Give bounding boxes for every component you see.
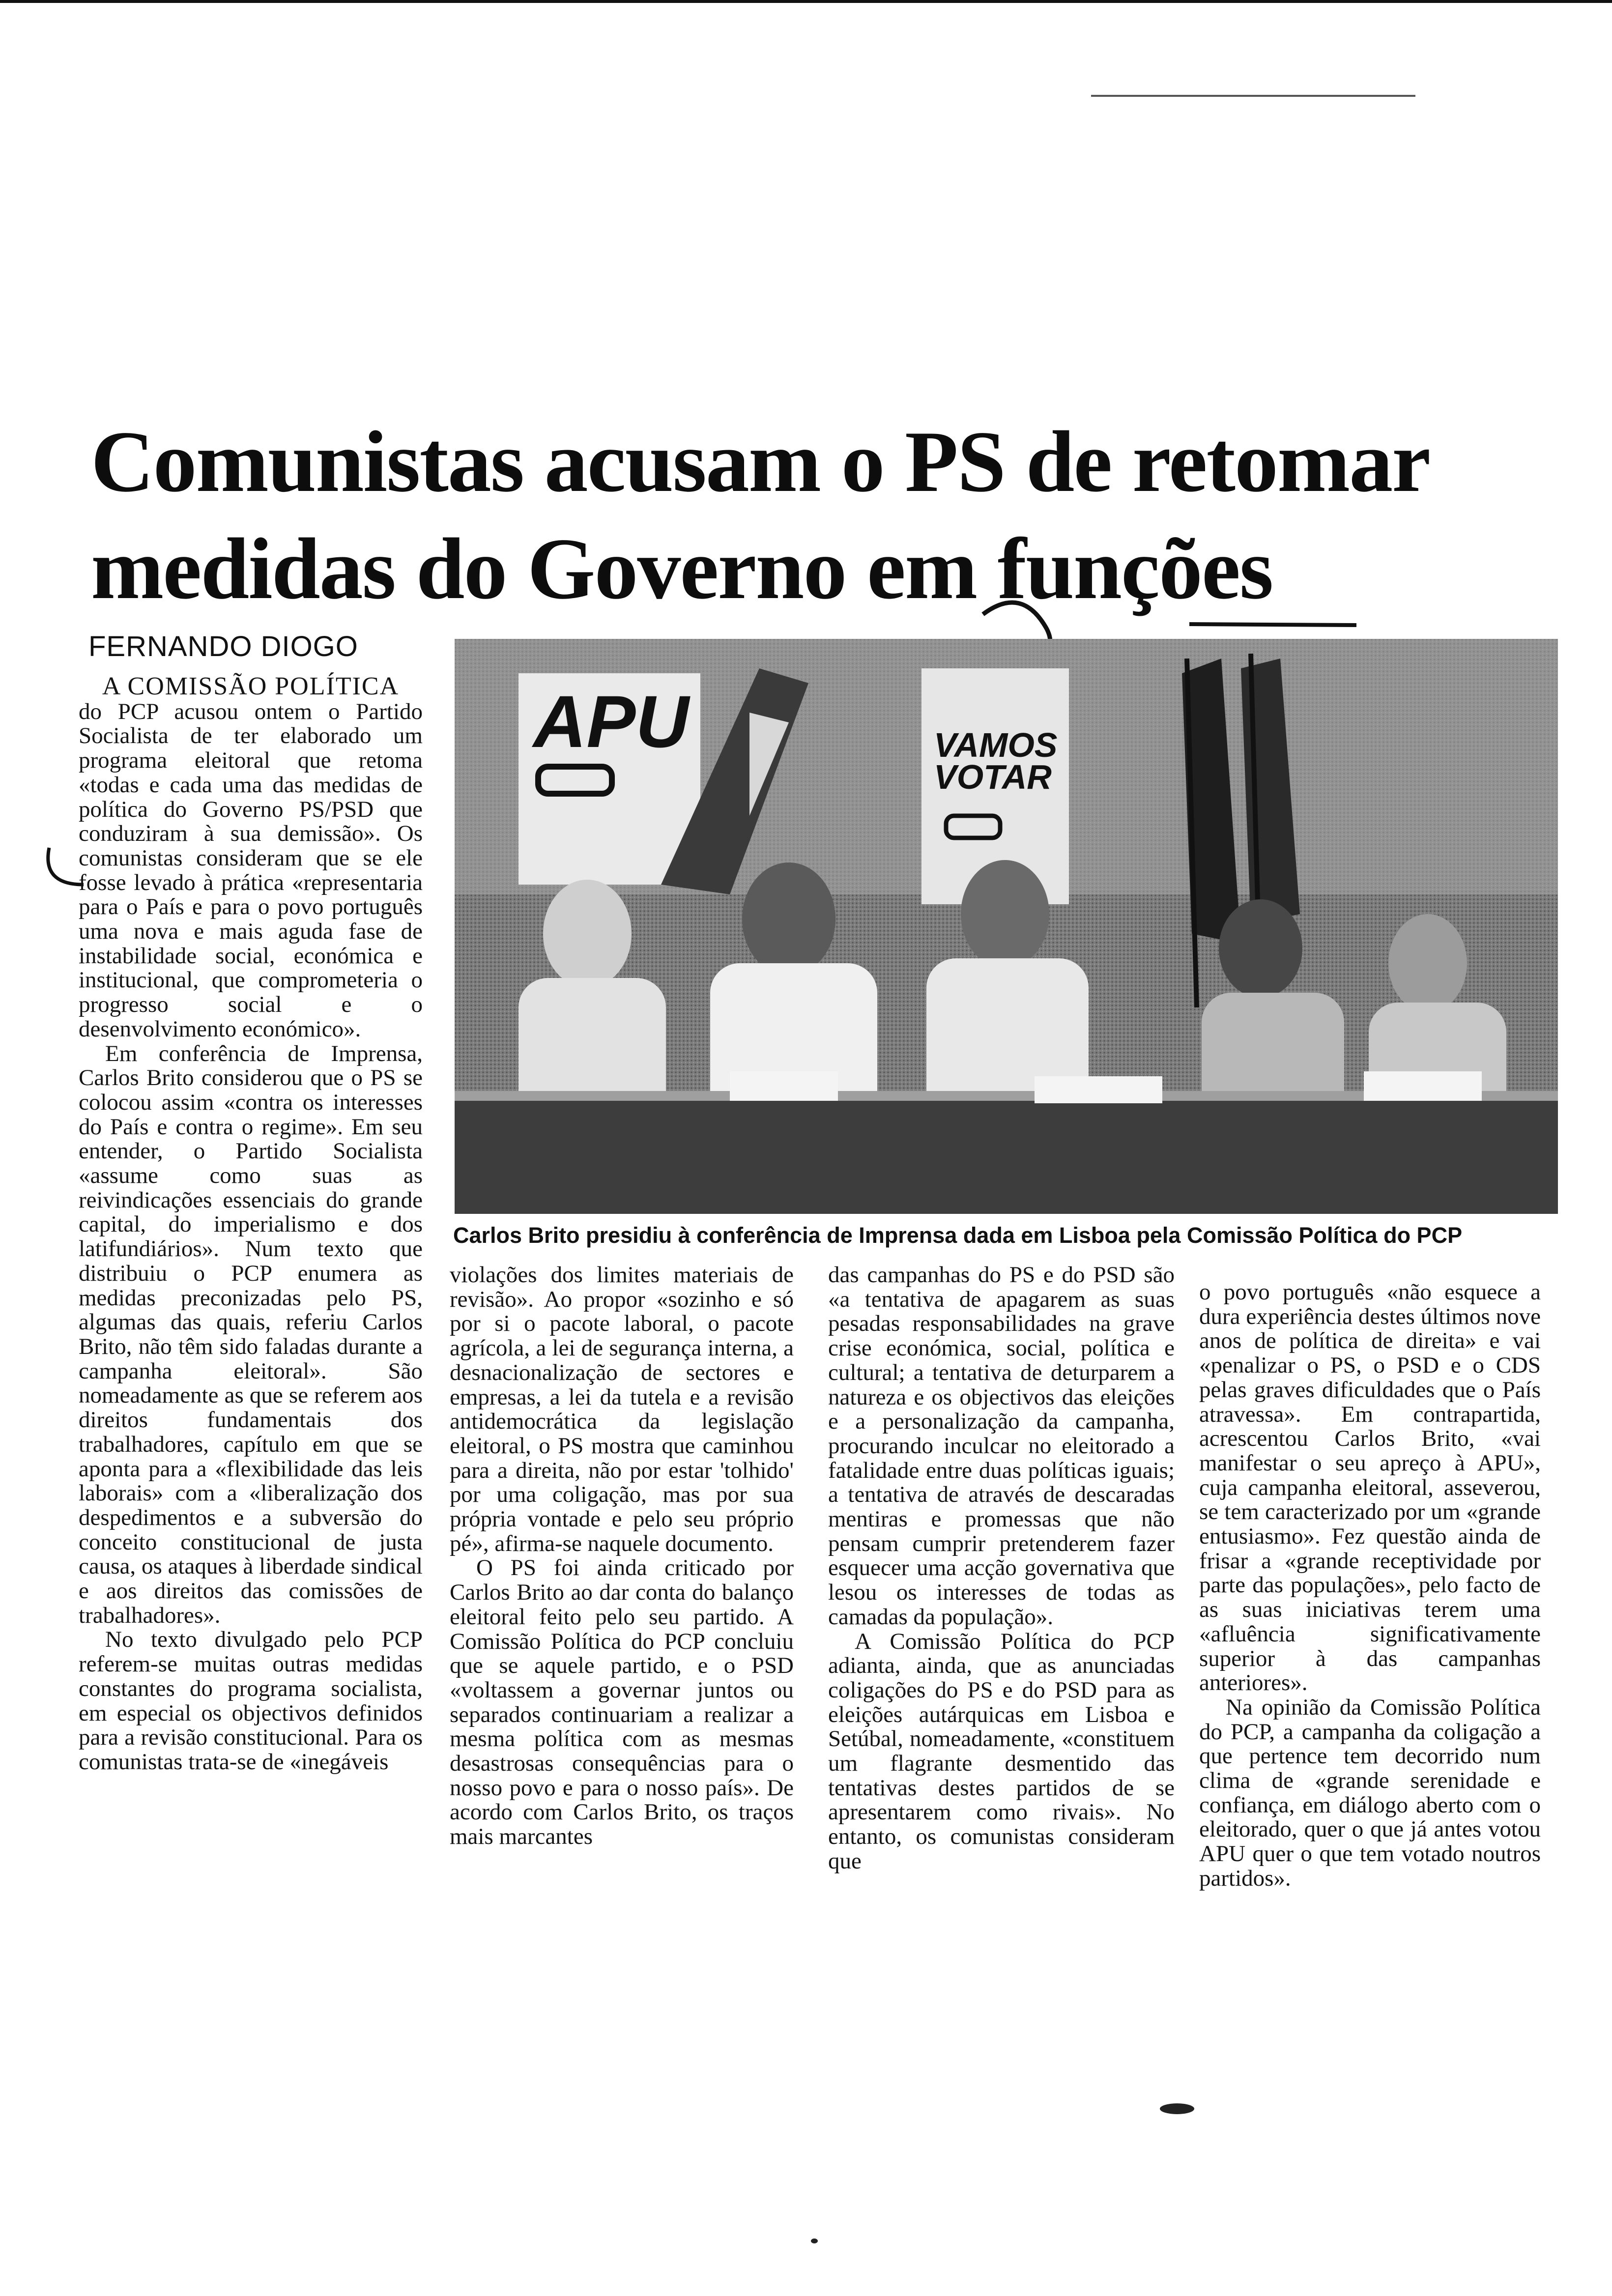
press-conference-photo	[455, 639, 1558, 1214]
paragraph-8: o povo português «não esquece a dura experiência destes últimos nove anos de política de direita» e vai «penalizar o PS, o PSD e o CDS pelas graves dificuldades que o País atravessa». Em contrapartida, acrescentou Carlos Brito, «vai manifestar o seu apreço à APU», cuja campanha eleitoral, asseverou, se tem caracterizado por um «grande entusiasmo». Fez questão ainda de frisar a «grande receptividade por parte das populações», pelo facto de as suas iniciativas terem uma «afluência significativamente superior à das campanhas anteriores».	[1199, 1279, 1541, 1696]
paragraph-4: violações dos limites materiais de revisão». Ao propor «sozinho e só por si o pacote laboral, o pacote agrícola, a lei de segurança interna, a desnacionalização de sectores e empresas, a lei da tutela e a revisão antidemocrática da legislação eleitoral, o PS mostra que caminhou para a direita, não por estar 'tolhido' por uma coligação, mas por sua própria vontade e pelo seu próprio pé», afirma-se naquele documento.	[450, 1262, 794, 1556]
lead-smallcaps-line	[79, 674, 423, 700]
byline: FERNANDO DIOGO	[88, 631, 358, 662]
paragraph-7: A Comissão Política do PCP adianta, ainda, que as anunciadas coligações do PS e do PSD para as eleições autárquicas em Lisboa e Setúbal, nomeadamente, «constituem um flagrante desmentido das tentativas destes partidos de se apresentarem como rivais». No entanto, os comunistas consideram que	[828, 1628, 1175, 1874]
paragraph-6: das campanhas do PS e do PSD são «a tentativa de apagarem as suas pesadas responsabilidades na grave crise económica, social, política e cultural; a tentativa de deturparem a natureza e os objectivos das eleições e a personalização da campanha, procurando inculcar no eleitorado a fatalidade entre duas políticas iguais; a tentativa de através de descaradas mentiras e promessas que não pensam cumprir pretenderem fazer esquecer uma acção governativa que lesou os interesses de todas as camadas da população».	[828, 1262, 1175, 1630]
paragraph-3: No texto divulgado pelo PCP referem-se muitas outras medidas constantes do programa socialista, em especial os objectivos definidos para a revisão constitucional. Para os comunistas trata-se de «inegáveis	[79, 1627, 423, 1775]
paragraph-5: O PS foi ainda criticado por Carlos Brito ao dar conta do balanço eleitoral feito pelo seu partido. A Comissão Política do PCP concluiu que se aquele partido, e o PSD «voltassem a governar juntos ou separados continuariam a realizar a mesma política com as mesmas desastrosas consequências para o nosso povo e para o nosso país». De acordo com Carlos Brito, os traços mais marcantes	[450, 1555, 794, 1850]
article-column-2	[450, 1263, 794, 1849]
scan-speck	[1160, 2103, 1194, 2114]
headline-line-1: Comunistas acusam o PS de retomar	[91, 413, 1430, 510]
paragraph-9: Na opinião da Comissão Política do PCP, a campanha da coligação a que pertence tem decorrido num clima de «grande serenidade e confiança, em diálogo aberto com o eleitorado, quer o que já antes votou APU quer o que tem votado noutros partidos».	[1199, 1694, 1541, 1891]
banner-apu-text: APU	[533, 680, 689, 763]
paragraph-2: Em conferência de Imprensa, Carlos Brito considerou que o PS se colocou assim «contra os interesses do País e contra o regime». Em seu entender, o Partido Socialista «assume como suas as reivindicações essenciais do grande capital, do imperialismo e dos latifundiários». Num texto que distribuiu o PCP enumera as medidas preconizadas pelo PS, algumas das quais, referiu Carlos Brito, não têm sido faladas durante a campanha eleitoral». São nomeadamente as que se referem aos direitos fundamentais dos trabalhadores, capítulo em que se aponta para a «flexibilidade das leis laborais» com a «liberalização dos despedimentos e a subversão do conceito constitucional de justa causa, os ataques à liberdade sindical e aos direitos das comissões de trabalhadores».	[79, 1040, 423, 1628]
scan-speck	[811, 2239, 818, 2243]
article-column-4	[1199, 1280, 1541, 1891]
article-column-1	[79, 674, 423, 1775]
photo-caption: Carlos Brito presidiu à conferência de Imprensa dada em Lisboa pela Comissão Política do PCP	[453, 1223, 1463, 1248]
banner-votar-text: VOTAR	[934, 758, 1052, 796]
photo-rendering	[455, 639, 1558, 1214]
headline-line-2: medidas do Governo em funções	[91, 520, 1273, 617]
lead-in: A COMISSÃO POLÍTICA	[102, 672, 400, 700]
banner-vamos-text: VAMOS	[934, 726, 1058, 764]
paragraph-1: do PCP acusou ontem o Partido Socialista de ter elaborado um programa eleitoral que retoma «todas e cada uma das medidas de política do Governo PS/PSD que conduziram à sua demissão». Os comunistas consideram que se ele fosse levado à prática «representaria para o País e para o povo português uma nova e mais aguda fase de instabilidade social, económica e institucional, que comprometeria o progresso social e o desenvolvimento económico».	[79, 698, 423, 1042]
page-top-rule	[0, 0, 1612, 3]
faint-rule	[1091, 88, 1425, 103]
article-column-3	[828, 1263, 1175, 1874]
